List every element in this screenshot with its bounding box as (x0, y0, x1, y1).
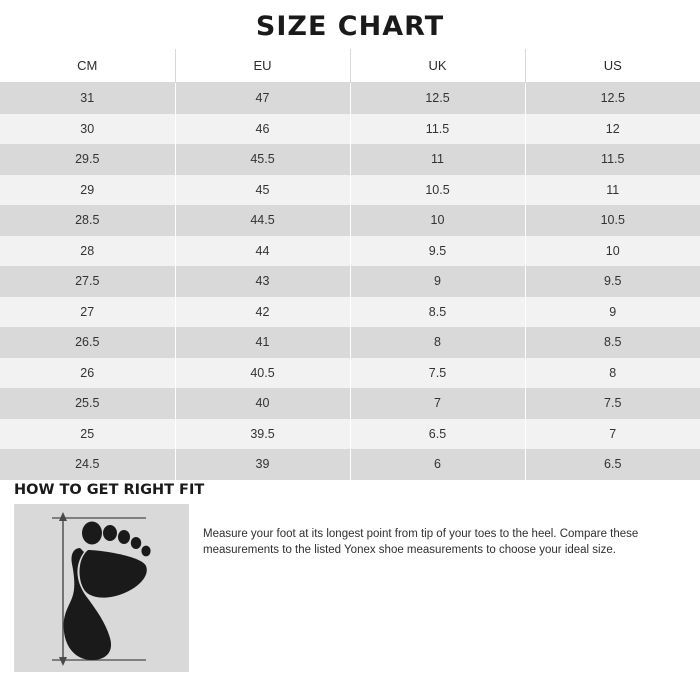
cell-eu: 43 (175, 266, 350, 297)
cell-us: 9 (525, 297, 700, 328)
column-header-eu: EU (175, 49, 350, 83)
cell-eu: 46 (175, 114, 350, 145)
cell-eu: 47 (175, 83, 350, 114)
cell-us: 11.5 (525, 144, 700, 175)
cell-cm: 29 (0, 175, 175, 206)
cell-us: 11 (525, 175, 700, 206)
cell-eu: 44 (175, 236, 350, 267)
cell-cm: 30 (0, 114, 175, 145)
cell-uk: 11.5 (350, 114, 525, 145)
table-row (0, 297, 700, 328)
table-row (0, 419, 700, 450)
cell-uk: 6 (350, 449, 525, 480)
cell-cm: 25.5 (0, 388, 175, 419)
size-chart-table (0, 49, 700, 480)
cell-uk: 10.5 (350, 175, 525, 206)
cell-us: 9.5 (525, 266, 700, 297)
page-title: SIZE CHART (255, 11, 445, 42)
cell-uk: 9.5 (350, 236, 525, 267)
column-header-uk: UK (350, 49, 525, 83)
table-header (0, 49, 700, 83)
cell-us: 8.5 (525, 327, 700, 358)
cell-uk: 10 (350, 205, 525, 236)
cell-eu: 40 (175, 388, 350, 419)
cell-cm: 28 (0, 236, 175, 267)
cell-us: 10.5 (525, 205, 700, 236)
cell-us: 6.5 (525, 449, 700, 480)
cell-us: 7 (525, 419, 700, 450)
footprint-icon (14, 504, 189, 672)
table-row (0, 205, 700, 236)
cell-us: 12.5 (525, 83, 700, 114)
fit-heading: HOW TO GET RIGHT FIT (14, 481, 205, 498)
cell-uk: 7.5 (350, 358, 525, 389)
cell-eu: 39.5 (175, 419, 350, 450)
fit-description: Measure your foot at its longest point from tip of your toes to the heel. Compare these measurements to the listed Yonex shoe measurements to choose your ideal size. (203, 527, 639, 557)
cell-uk: 11 (350, 144, 525, 175)
cell-eu: 41 (175, 327, 350, 358)
cell-uk: 7 (350, 388, 525, 419)
cell-uk: 6.5 (350, 419, 525, 450)
cell-cm: 25 (0, 419, 175, 450)
table-row (0, 175, 700, 206)
column-header-cm: CM (0, 49, 175, 83)
table-row (0, 236, 700, 267)
cell-us: 10 (525, 236, 700, 267)
cell-cm: 31 (0, 83, 175, 114)
table-row (0, 114, 700, 145)
cell-eu: 40.5 (175, 358, 350, 389)
cell-uk: 8.5 (350, 297, 525, 328)
foot-measure-illustration (14, 504, 189, 672)
cell-eu: 42 (175, 297, 350, 328)
cell-cm: 29.5 (0, 144, 175, 175)
table-row (0, 449, 700, 480)
fit-body (14, 504, 686, 672)
cell-cm: 26 (0, 358, 175, 389)
table-body (0, 83, 700, 480)
cell-cm: 27.5 (0, 266, 175, 297)
cell-cm: 28.5 (0, 205, 175, 236)
table-row (0, 358, 700, 389)
table-row (0, 266, 700, 297)
cell-us: 8 (525, 358, 700, 389)
cell-cm: 24.5 (0, 449, 175, 480)
table-row (0, 388, 700, 419)
cell-us: 7.5 (525, 388, 700, 419)
cell-uk: 8 (350, 327, 525, 358)
cell-eu: 44.5 (175, 205, 350, 236)
table-row (0, 83, 700, 114)
cell-eu: 39 (175, 449, 350, 480)
cell-cm: 26.5 (0, 327, 175, 358)
how-to-get-right-fit-section (0, 482, 700, 672)
cell-eu: 45.5 (175, 144, 350, 175)
cell-cm: 27 (0, 297, 175, 328)
column-header-us: US (525, 49, 700, 83)
table-row (0, 144, 700, 175)
table-row (0, 327, 700, 358)
table-header-row (0, 49, 700, 83)
cell-eu: 45 (175, 175, 350, 206)
cell-uk: 12.5 (350, 83, 525, 114)
cell-uk: 9 (350, 266, 525, 297)
cell-us: 12 (525, 114, 700, 145)
